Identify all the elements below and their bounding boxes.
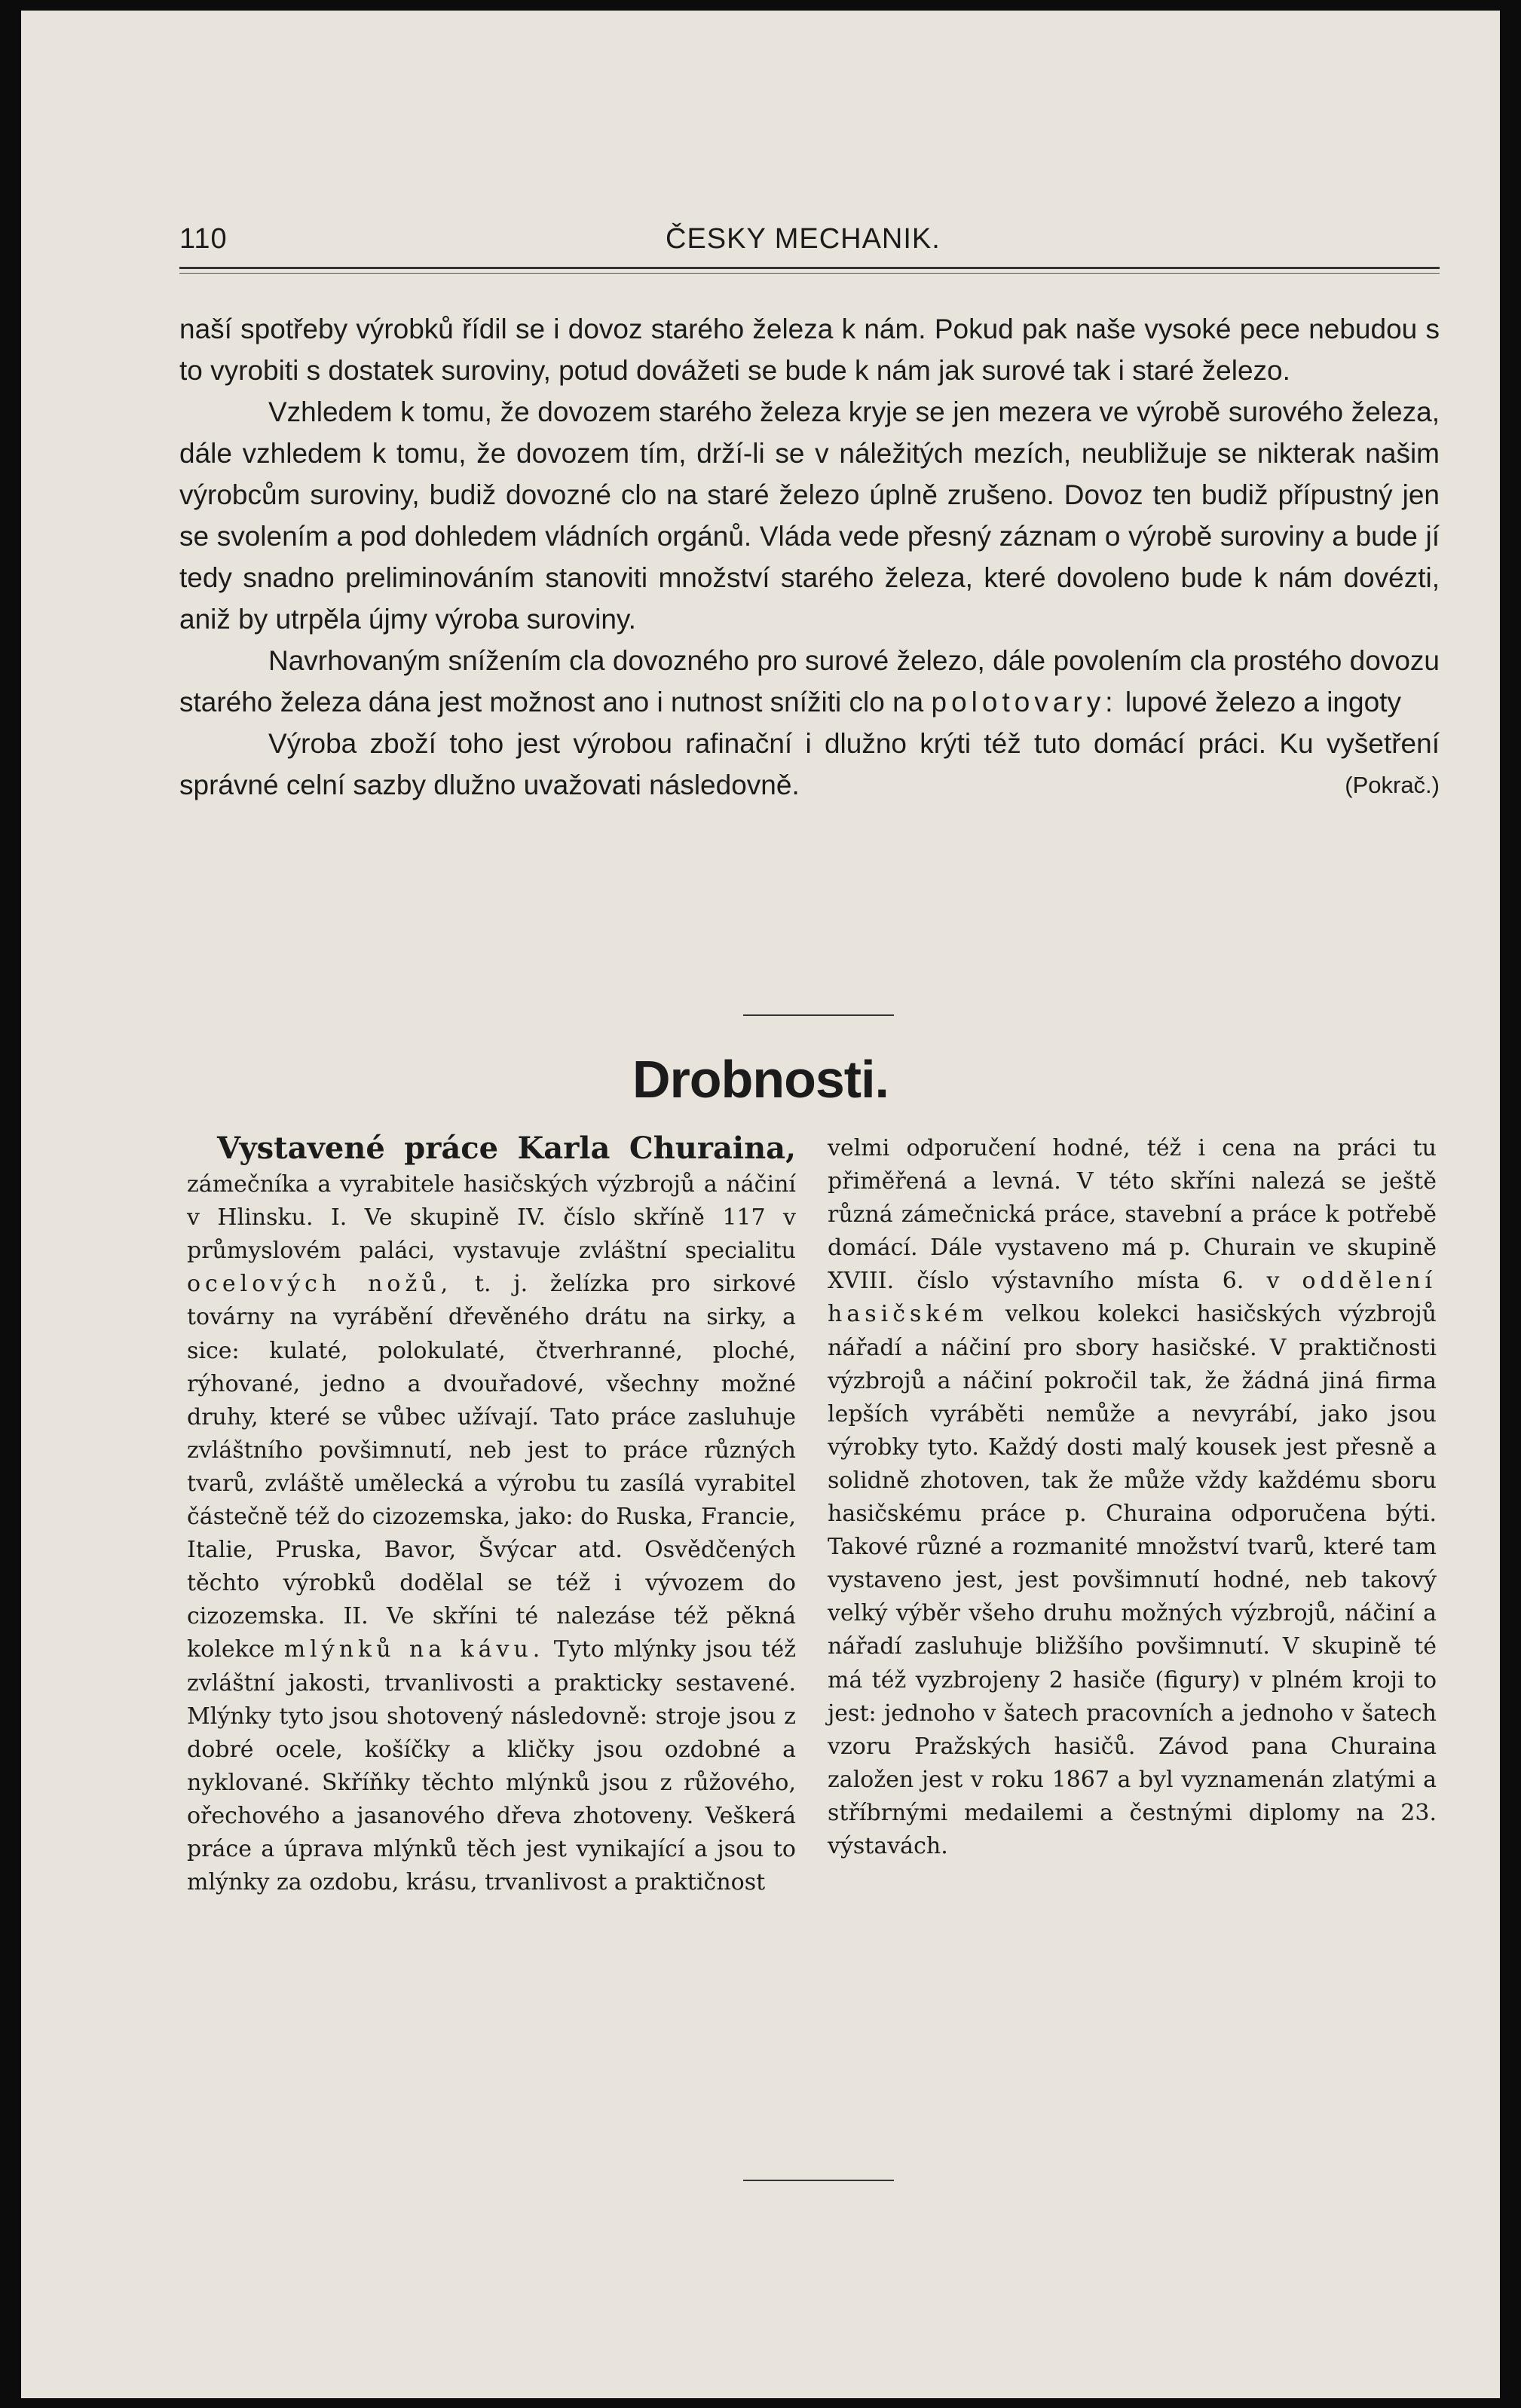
- left-column-paragraph: [187, 1132, 796, 1899]
- right-text-b: velkou kolekci hasičských výzbrojů nářadí a náčiní pro sbory hasičské. V praktičnosti výzbrojů a náčiní pokročil tak, že žádná jiná firma lepších vyráběti nemůže a nevyrábí, jako jsou výrobky tyto. Každý dosti malý kousek jest přesně a solidně zhotoven, tak že může vždy každému sboru hasičskému práce p. Churaina odporučena býti. Takové různé a rozmanité množství tvarů, které tam vystaveno jest, jest povšimnutí hodné, neb takový velký výběr všeho druhu možných výzbrojů, náčiní a nářadí zasluhuje bližšího povšimnutí. V skupině té má též vyzbrojeny 2 hasiče (figury) v plném kroji to jest: jednoho v šatech pracovních a jednoho v šatech vzoru Pražských hasičů. Závod pana Churaina založen jest v roku 1867 a byl vyznamenán zlatými a stříbrnými medailemi a čestnými diplomy na 23. výstavách.: [828, 1301, 1437, 1859]
- document-page: [21, 11, 1500, 2398]
- paragraph-1: naší spotřeby výrobků řídil se i dovoz starého železa k nám. Pokud pak naše vysoké pece nebudou s to vyrobiti s dostatek suroviny, potud dovážeti se bude k nám jak surové tak i staré železo.: [179, 314, 1440, 386]
- left-column: [187, 1132, 796, 1899]
- paragraph-4: [179, 723, 1440, 806]
- header-rule: [179, 267, 1440, 269]
- page-number: 110: [179, 223, 228, 255]
- right-text-a: velmi odporučení hodné, též i cena na práci tu přiměřená a levná. V této skříni nalezá se ještě různá zámečnická práce, stavební a práce k potřebě domácí. Dále vystaveno má p. Churain ve skupině XVIII. číslo výstavního místa 6. v: [828, 1135, 1437, 1295]
- right-column: [828, 1132, 1437, 1863]
- left-text-a: zámečníka a vyrabitele hasičských výzbrojů a náčiní v Hlinsku. I. Ve skupině IV. číslo skříně 117 v průmyslovém paláci, vystavuje zvláštní specialitu: [187, 1171, 796, 1265]
- paragraph-4-text: Výroba zboží toho jest výrobou rafinační i dlužno krýti též tuto domácí práci. Ku vyšetření správné celní sazby dlužno uvažovati následovně.: [179, 728, 1440, 800]
- end-divider: [743, 2180, 894, 2181]
- article-title: Vystavené práce Karla Churaina,: [217, 1131, 796, 1166]
- right-column-paragraph: [828, 1132, 1437, 1863]
- paragraph-2: Vzhledem k tomu, že dovozem starého železa kryje se jen mezera ve výrobě surového železa, dále vzhledem k tomu, že dovozem tím, drží-li se v náležitých mezích, neubližuje se nikterak našim výrobcům suroviny, budiž dovozné clo na staré železo úplně zrušeno. Dovoz ten budiž přípustný jen se svolením a pod dohledem vládních orgánů. Vláda vede přesný záznam o výrobě suroviny a bude jí tedy snadno preliminováním stanoviti množství starého železa, které dovoleno bude k nám dovézti, aniž by utrpěla újmy výroba suroviny.: [179, 396, 1440, 635]
- section-title: Drobnosti.: [632, 1050, 889, 1109]
- spaced-term-nozu: ocelových nožů,: [187, 1271, 453, 1298]
- page-header: [179, 223, 1440, 270]
- paragraph-3-end: lupové železo a ingoty: [1125, 687, 1401, 718]
- left-text-c: Tyto mlýnky jsou též zvláštní jakosti, trvanlivosti a prakticky sestavené. Mlýnky tyto jsou shotovený následovně: stroje jsou z dobré ocele, košíčky a kličky jsou ozdobné a nyklované. Skříňky těchto mlýnků jsou z růžového, ořechového a jasanového dřeva zhotoveny. Veškerá práce a úprava mlýnků těch jest vynikající a jsou to mlýnky za ozdobu, krásu, trvanlivost a praktičnost: [187, 1636, 796, 1896]
- header-rule-thin: [179, 273, 1440, 274]
- left-text-b: t. j. želízka pro sirkové továrny na vyrábění dřevěného drátu na sirky, a sice: kulaté, polokulaté, čtverhranné, ploché, rýhované, jedno a dvouřadové, všechny možné druhy, které se vůbec užívají. Tato práce zasluhuje zvláštního povšimnutí, neb jest to práce různých tvarů, zvláště umělecká a výrobu tu zasílá vyrabitel částečně též do cizozemska, jako: do Ruska, Francie, Italie, Pruska, Bavor, Švýcar atd. Osvědčených těchto výrobků dodělal se též i vývozem do cizozemska. II. Ve skříni té nalezáse též pěkná kolekce: [187, 1271, 796, 1663]
- paragraph-3: [179, 640, 1440, 723]
- article-continuation: [179, 308, 1440, 806]
- spaced-term-polotovary: polotovary:: [931, 687, 1118, 718]
- spaced-term-mlynku: mlýnků na kávu.: [283, 1636, 545, 1663]
- continuation-note: (Pokrač.): [1345, 772, 1440, 798]
- journal-title: ČESKY MECHANIK.: [666, 223, 941, 255]
- spaced-term-oddeleni: oddělení hasičském: [828, 1268, 1437, 1328]
- paragraph-3-start: Navrhovaným snížením cla dovozného pro surové železo, dále povolením cla prostého dovozu starého železa dána jest možnost ano i nutnost snížiti clo na: [179, 645, 1440, 718]
- section-divider: [743, 1014, 894, 1016]
